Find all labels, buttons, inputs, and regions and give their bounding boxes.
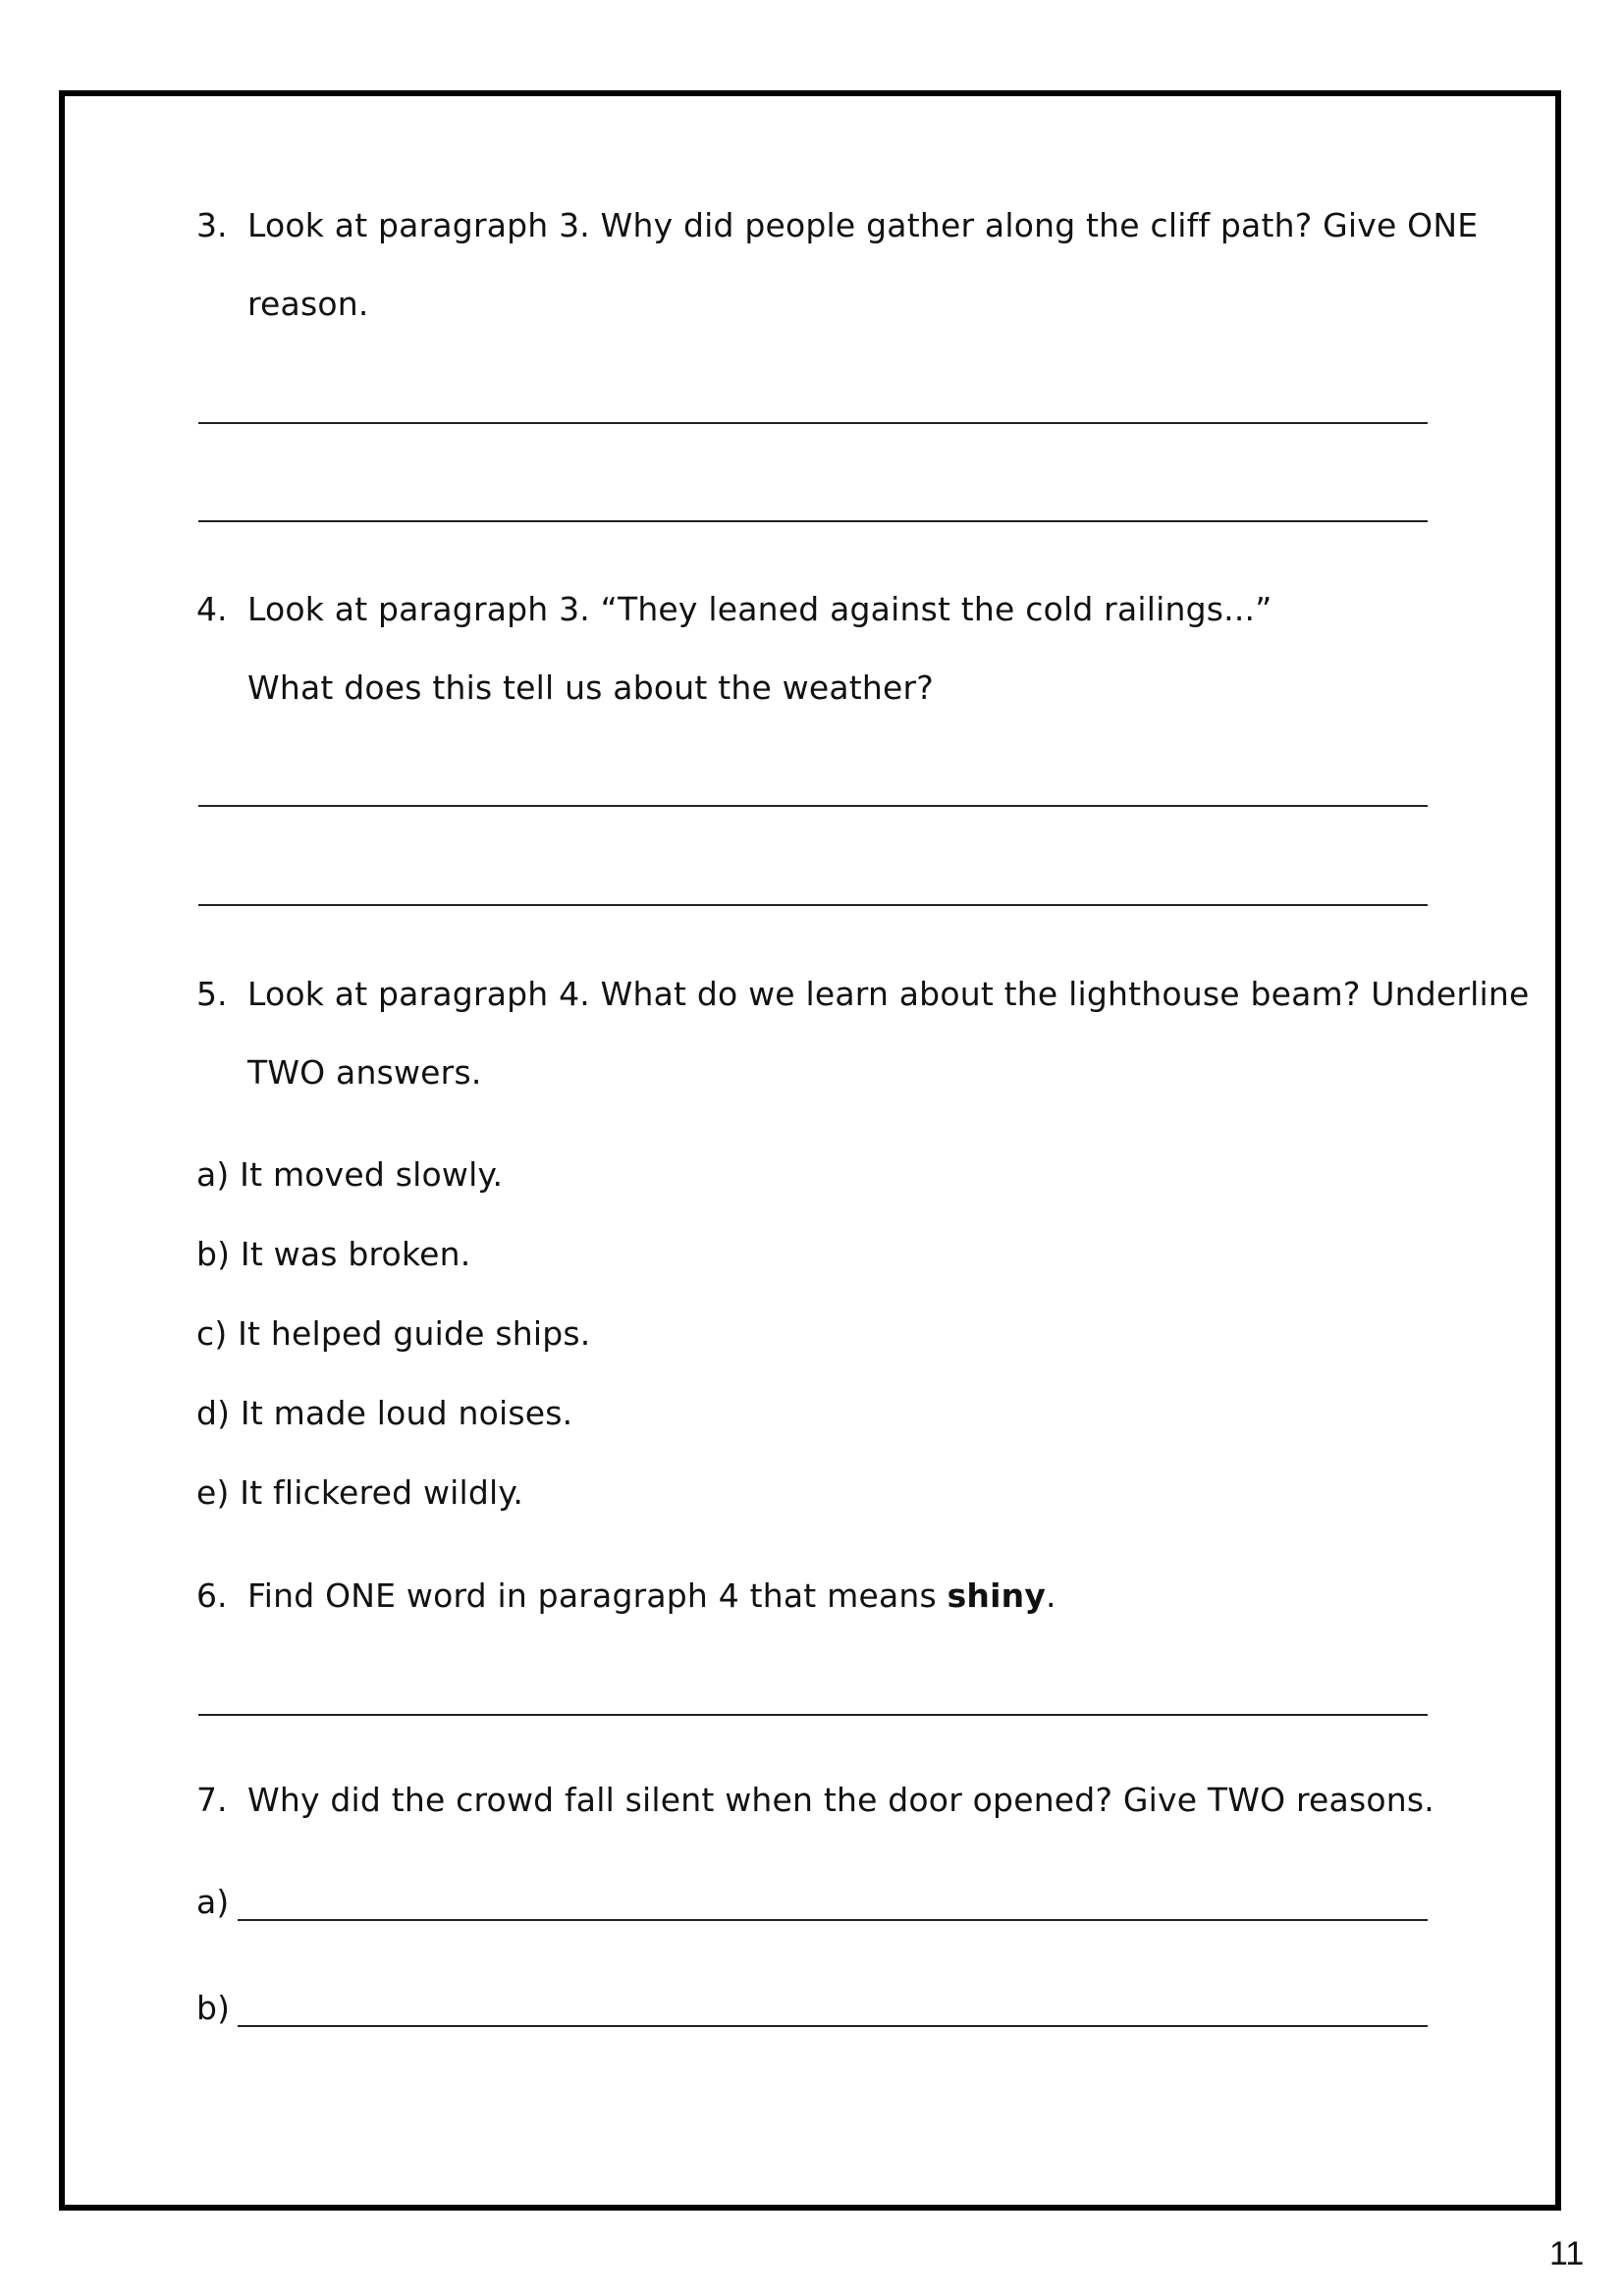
- question-7-text: Why did the crowd fall silent when the door opened? Give TWO reasons.: [247, 1781, 1435, 1819]
- answer-line-q3-2[interactable]: [198, 520, 1428, 522]
- question-6-text: [247, 1576, 1056, 1616]
- question-6-text-before: Find ONE word in paragraph 4 that means: [247, 1576, 947, 1615]
- answer-line-q7-a[interactable]: [238, 1919, 1428, 1921]
- option-c[interactable]: c) It helped guide ships.: [196, 1314, 591, 1353]
- question-6-number: 6.: [196, 1576, 228, 1615]
- question-3-text-line2: reason.: [247, 285, 369, 323]
- question-3-number: 3.: [196, 206, 228, 244]
- question-5-text-line2: TWO answers.: [247, 1053, 482, 1092]
- question-5-text-line1: Look at paragraph 4. What do we learn about the lighthouse beam? Underline: [247, 975, 1530, 1013]
- answer-line-q7-b[interactable]: [238, 2025, 1428, 2027]
- question-6-text-after: .: [1046, 1576, 1056, 1615]
- option-a[interactable]: a) It moved slowly.: [196, 1155, 504, 1194]
- answer-label-b: b): [196, 1989, 231, 2027]
- question-3-text-line1: Look at paragraph 3. Why did people gather along the cliff path? Give ONE: [247, 206, 1479, 244]
- answer-line-q6[interactable]: [198, 1714, 1428, 1716]
- question-4-number: 4.: [196, 590, 228, 628]
- question-6-bold-word: shiny: [947, 1576, 1047, 1615]
- option-e[interactable]: e) It flickered wildly.: [196, 1473, 524, 1512]
- question-4-text-line1: Look at paragraph 3. “They leaned against the cold railings...”: [247, 590, 1272, 628]
- question-4-text-line2: What does this tell us about the weather?: [247, 668, 934, 707]
- question-5-number: 5.: [196, 975, 228, 1013]
- answer-line-q4-1[interactable]: [198, 805, 1428, 807]
- option-d[interactable]: d) It made loud noises.: [196, 1394, 573, 1432]
- answer-line-q4-2[interactable]: [198, 904, 1428, 906]
- answer-line-q3-1[interactable]: [198, 422, 1428, 424]
- page-border: [59, 90, 1561, 2211]
- page-number: 11: [1549, 2235, 1585, 2272]
- answer-label-a: a): [196, 1883, 230, 1921]
- option-b[interactable]: b) It was broken.: [196, 1235, 471, 1273]
- question-7-number: 7.: [196, 1781, 228, 1819]
